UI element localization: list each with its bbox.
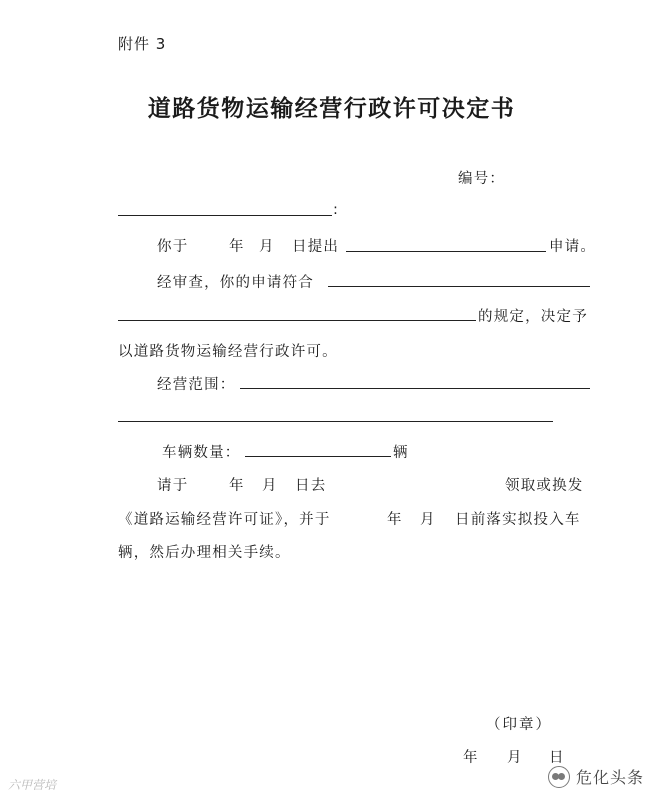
- p6-year: 年: [387, 512, 403, 528]
- p5-year: 年: [229, 478, 245, 494]
- p6-permit-and: 《道路运输经营许可证》，并于: [118, 512, 331, 528]
- footer-date-year: 年: [463, 750, 479, 766]
- p5-please: 请于: [157, 478, 189, 494]
- vehicles-unit: 辆: [393, 445, 409, 461]
- p2-rule-decide: 的规定，决定予: [478, 309, 588, 325]
- wechat-logo-icon: [548, 766, 570, 788]
- p2-grant: 以道路货物运输经营行政许可。: [118, 344, 338, 360]
- regulation-blank-1: [328, 286, 590, 287]
- application-type-blank: [346, 251, 546, 252]
- watermark-right-text: 危化头条: [576, 768, 645, 787]
- regulation-blank-2: [118, 320, 476, 321]
- p1-apply: 申请。: [549, 239, 597, 255]
- p1-month: 月: [259, 239, 275, 255]
- p2-review: 经审查，你的申请符合: [157, 275, 314, 291]
- scope-label: 经营范围：: [157, 377, 236, 393]
- p7-finish: 辆，然后办理相关手续。: [118, 545, 291, 561]
- p1-you: 你于: [157, 239, 189, 255]
- watermark-left: 六甲营培: [8, 778, 57, 792]
- p5-collect: 领取或换发: [505, 478, 584, 494]
- watermark-right: [548, 765, 644, 788]
- p5-month: 月: [262, 478, 278, 494]
- p1-day-submit: 日提出: [292, 239, 340, 255]
- attachment-label: 附件 3: [118, 35, 167, 53]
- addressee-blank: [118, 215, 332, 216]
- vehicle-count-blank: [245, 456, 391, 457]
- serial-number-label: 编号：: [458, 171, 506, 187]
- scope-blank-2: [118, 421, 553, 422]
- vehicles-label: 车辆数量：: [162, 445, 241, 461]
- p1-year: 年: [229, 239, 245, 255]
- footer-date-day: 日: [549, 750, 565, 766]
- p6-day-before: 日前落实拟投入车: [455, 512, 581, 528]
- scope-blank-1: [240, 388, 590, 389]
- p5-day-go: 日去: [295, 478, 327, 494]
- p6-month: 月: [420, 512, 436, 528]
- document-title: 道路货物运输经营行政许可决定书: [147, 95, 516, 122]
- stamp-placeholder: （印章）: [486, 717, 552, 733]
- addressee-colon: :: [333, 202, 340, 218]
- footer-date-month: 月: [507, 750, 523, 766]
